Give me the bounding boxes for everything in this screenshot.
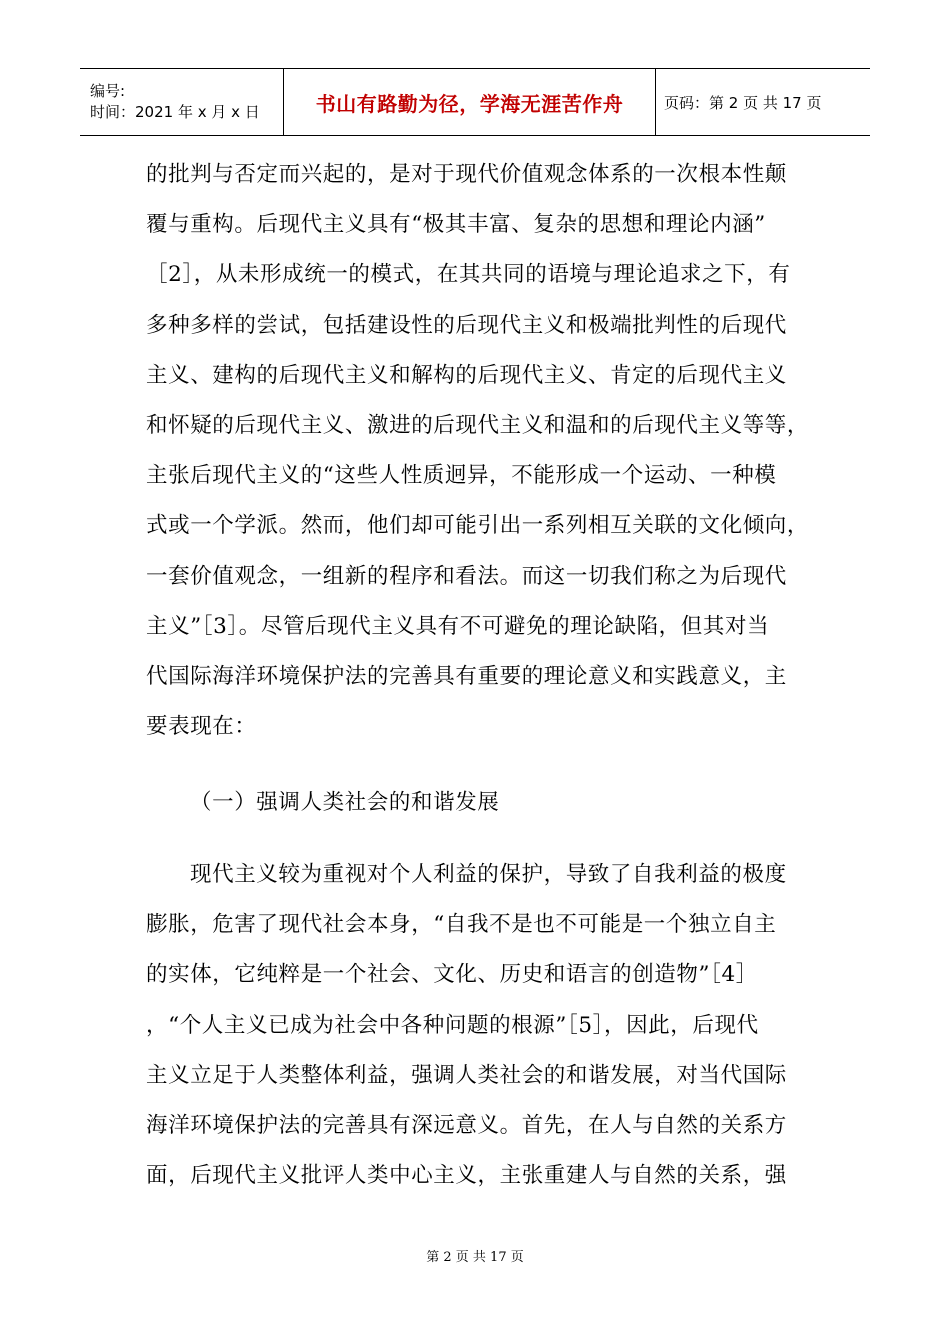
footer-page-number: 第 2 页 共 17 页 (426, 1250, 524, 1265)
text-line: 多种多样的尝试，包括建设性的后现代主义和极端批判性的后现代 (146, 312, 787, 338)
text-line: 主张后现代主义的“这些人性质迥异，不能形成一个运动、一种模 (146, 463, 777, 489)
text-line: 海洋环境保护法的完善具有深远意义。首先，在人与自然的关系方 (146, 1112, 787, 1138)
text-line: 主义、建构的后现代主义和解构的后现代主义、肯定的后现代主义 (146, 362, 787, 388)
header-page-cell (656, 69, 870, 135)
text-line: ，“个人主义已成为社会中各种问题的根源”［5］，因此，后现代 (146, 1012, 759, 1038)
text-line: 代国际海洋环境保护法的完善具有重要的理论意义和实践意义，主 (146, 663, 787, 689)
paragraph-1 (146, 158, 810, 760)
text-line: 覆与重构。后现代主义具有“极其丰富、复杂的思想和理论内涵” (146, 212, 766, 238)
text-line: 一套价值观念，一组新的程序和看法。而这一切我们称之为后现代 (146, 563, 787, 589)
text-line: 和怀疑的后现代主义、激进的后现代主义和温和的后现代主义等等， (146, 412, 810, 438)
text-line: 式或一个学派。然而，他们却可能引出一系列相互关联的文化倾向， (146, 513, 810, 539)
text-line: 现代主义较为重视对个人利益的保护，导致了自我利益的极度 (190, 862, 787, 887)
text-line: 的实体，它纯粹是一个社会、文化、历史和语言的创造物”［4］ (146, 962, 758, 988)
section-heading: （一）强调人类社会的和谐发展 (190, 790, 500, 815)
paragraph-2 (146, 858, 806, 1209)
header-meta-cell (80, 69, 284, 135)
text-line: 面，后现代主义批评人类中心主义，主张重建人与自然的关系，强 (146, 1163, 787, 1189)
text-line: 的批判与否定而兴起的，是对于现代价值观念体系的一次根本性颠 (146, 162, 787, 187)
text-line: 主义立足于人类整体利益，强调人类社会的和谐发展，对当代国际 (146, 1062, 787, 1088)
page-header (80, 68, 870, 136)
text-line: 膨胀，危害了现代社会本身，“自我不是也不可能是一个独立自主 (146, 912, 777, 938)
header-motto-cell (284, 69, 656, 135)
text-line: 主义”［3］。尽管后现代主义具有不可避免的理论缺陷，但其对当 (146, 613, 770, 639)
document-number-label: 编号: (90, 82, 126, 100)
page-footer (0, 1246, 950, 1265)
header-motto: 书山有路勤为径，学海无涯苦作舟 (315, 91, 624, 116)
document-time-label: 时间：2021 年 x 月 x 日 (90, 103, 260, 121)
text-line: 要表现在： (146, 714, 257, 740)
header-page-info: 页码：第 2 页 共 17 页 (664, 93, 822, 112)
text-line: ［2］，从未形成统一的模式，在其共同的语境与理论追求之下，有 (146, 262, 791, 288)
